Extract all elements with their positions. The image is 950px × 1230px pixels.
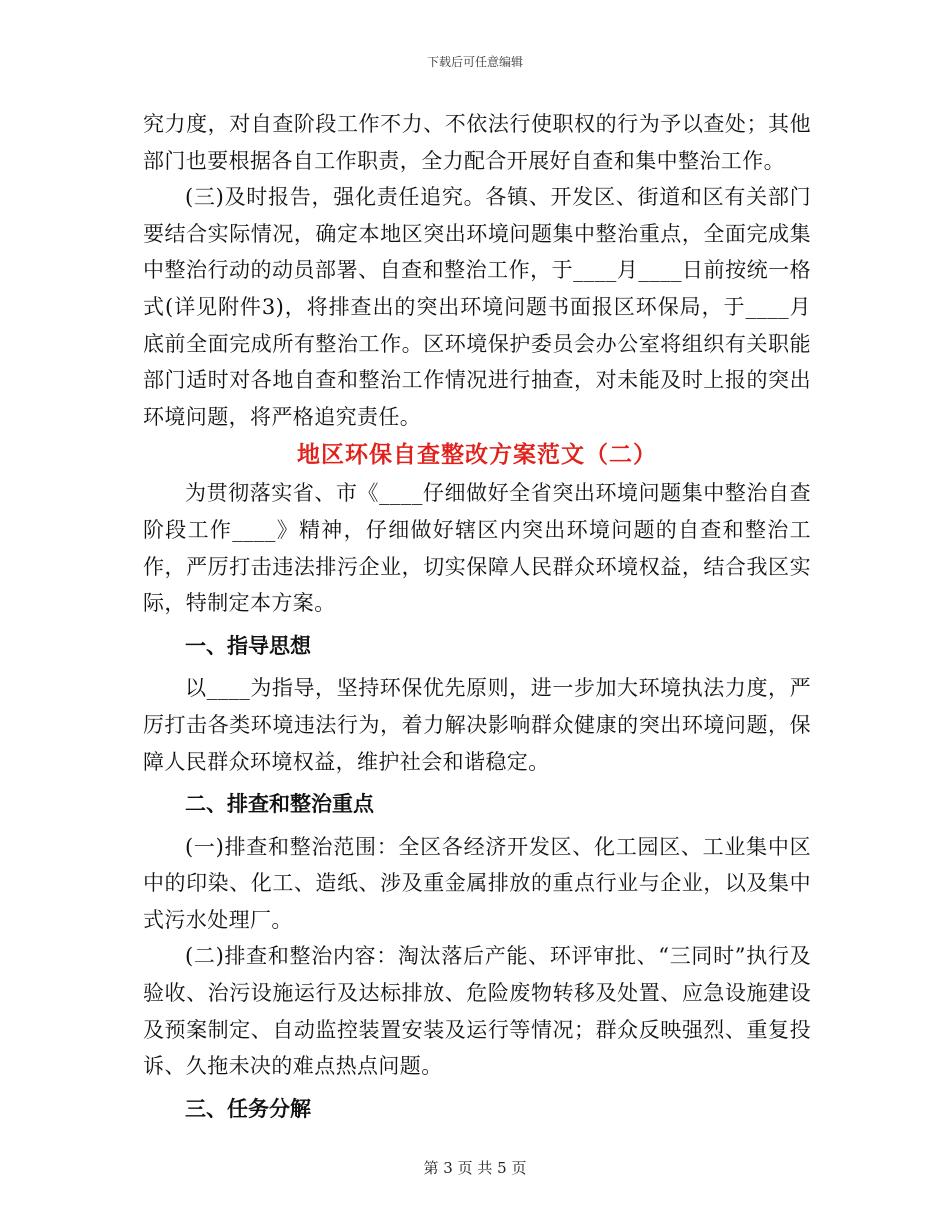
page-header: 下载后可任意编辑 [426, 55, 523, 69]
paragraph-content: (二)排查和整治内容：淘汰落后产能、环评审批、“三同时”执行及验收、治污设施运行及达标排放、危险废物转移及处置、应急设施建设及预案制定、自动监控装置安装及运行等情况；群众反映强烈、重复投诉、久拖未决的难点热点问题。 [143, 944, 811, 1079]
page-footer: 第 3 页 共 5 页 [423, 1159, 527, 1177]
paragraph-scope: (一)排查和整治范围：全区各经济开发区、化工园区、工业集中区中的印染、化工、造纸、涉及重金属排放的重点行业与企业，以及集中式污水处理厂。 [143, 834, 811, 932]
section-heading-key-points: 二、排查和整治重点 [185, 791, 374, 817]
document-body [143, 106, 811, 1133]
paragraph-report-timely: (三)及时报告，强化责任追究。各镇、开发区、街道和区有关部门要结合实际情况，确定本地区突出环境问题集中整治重点，全面完成集中整治行动的动员部署、自查和整治工作，于____月____日前按统一格式(详见附件3)，将排查出的突出环境问题书面报区环保局，于____月底前全面完成所有整治工作。区环境保护委员会办公室将组织有关职能部门适时对各地自查和整治工作情况进行抽查，对未能及时上报的突出环境问题，将严格追究责任。 [143, 185, 811, 429]
section-heading-tasks: 三、任务分解 [185, 1095, 311, 1121]
paragraph-intro: 为贯彻落实省、市《____仔细做好全省突出环境问题集中整治自查阶段工作____》精神，仔细做好辖区内突出环境问题的自查和整治工作，严厉打击违法排污企业，切实保障人民群众环境权益，结合我区实际，特制定本方案。 [143, 481, 811, 616]
section-heading-guiding-thought: 一、指导思想 [185, 632, 311, 658]
document-title: 地区环保自查整改方案范文（二） [297, 441, 657, 469]
paragraph-continued: 究力度，对自查阶段工作不力、不依法行使职权的行为予以查处；其他部门也要根据各自工作职责，全力配合开展好自查和集中整治工作。 [143, 112, 811, 173]
paragraph-guiding-thought: 以____为指导，坚持环保优先原则，进一步加大环境执法力度，严厉打击各类环境违法行为，着力解决影响群众健康的突出环境问题，保障人民群众环境权益，维护社会和谐稳定。 [143, 676, 811, 774]
